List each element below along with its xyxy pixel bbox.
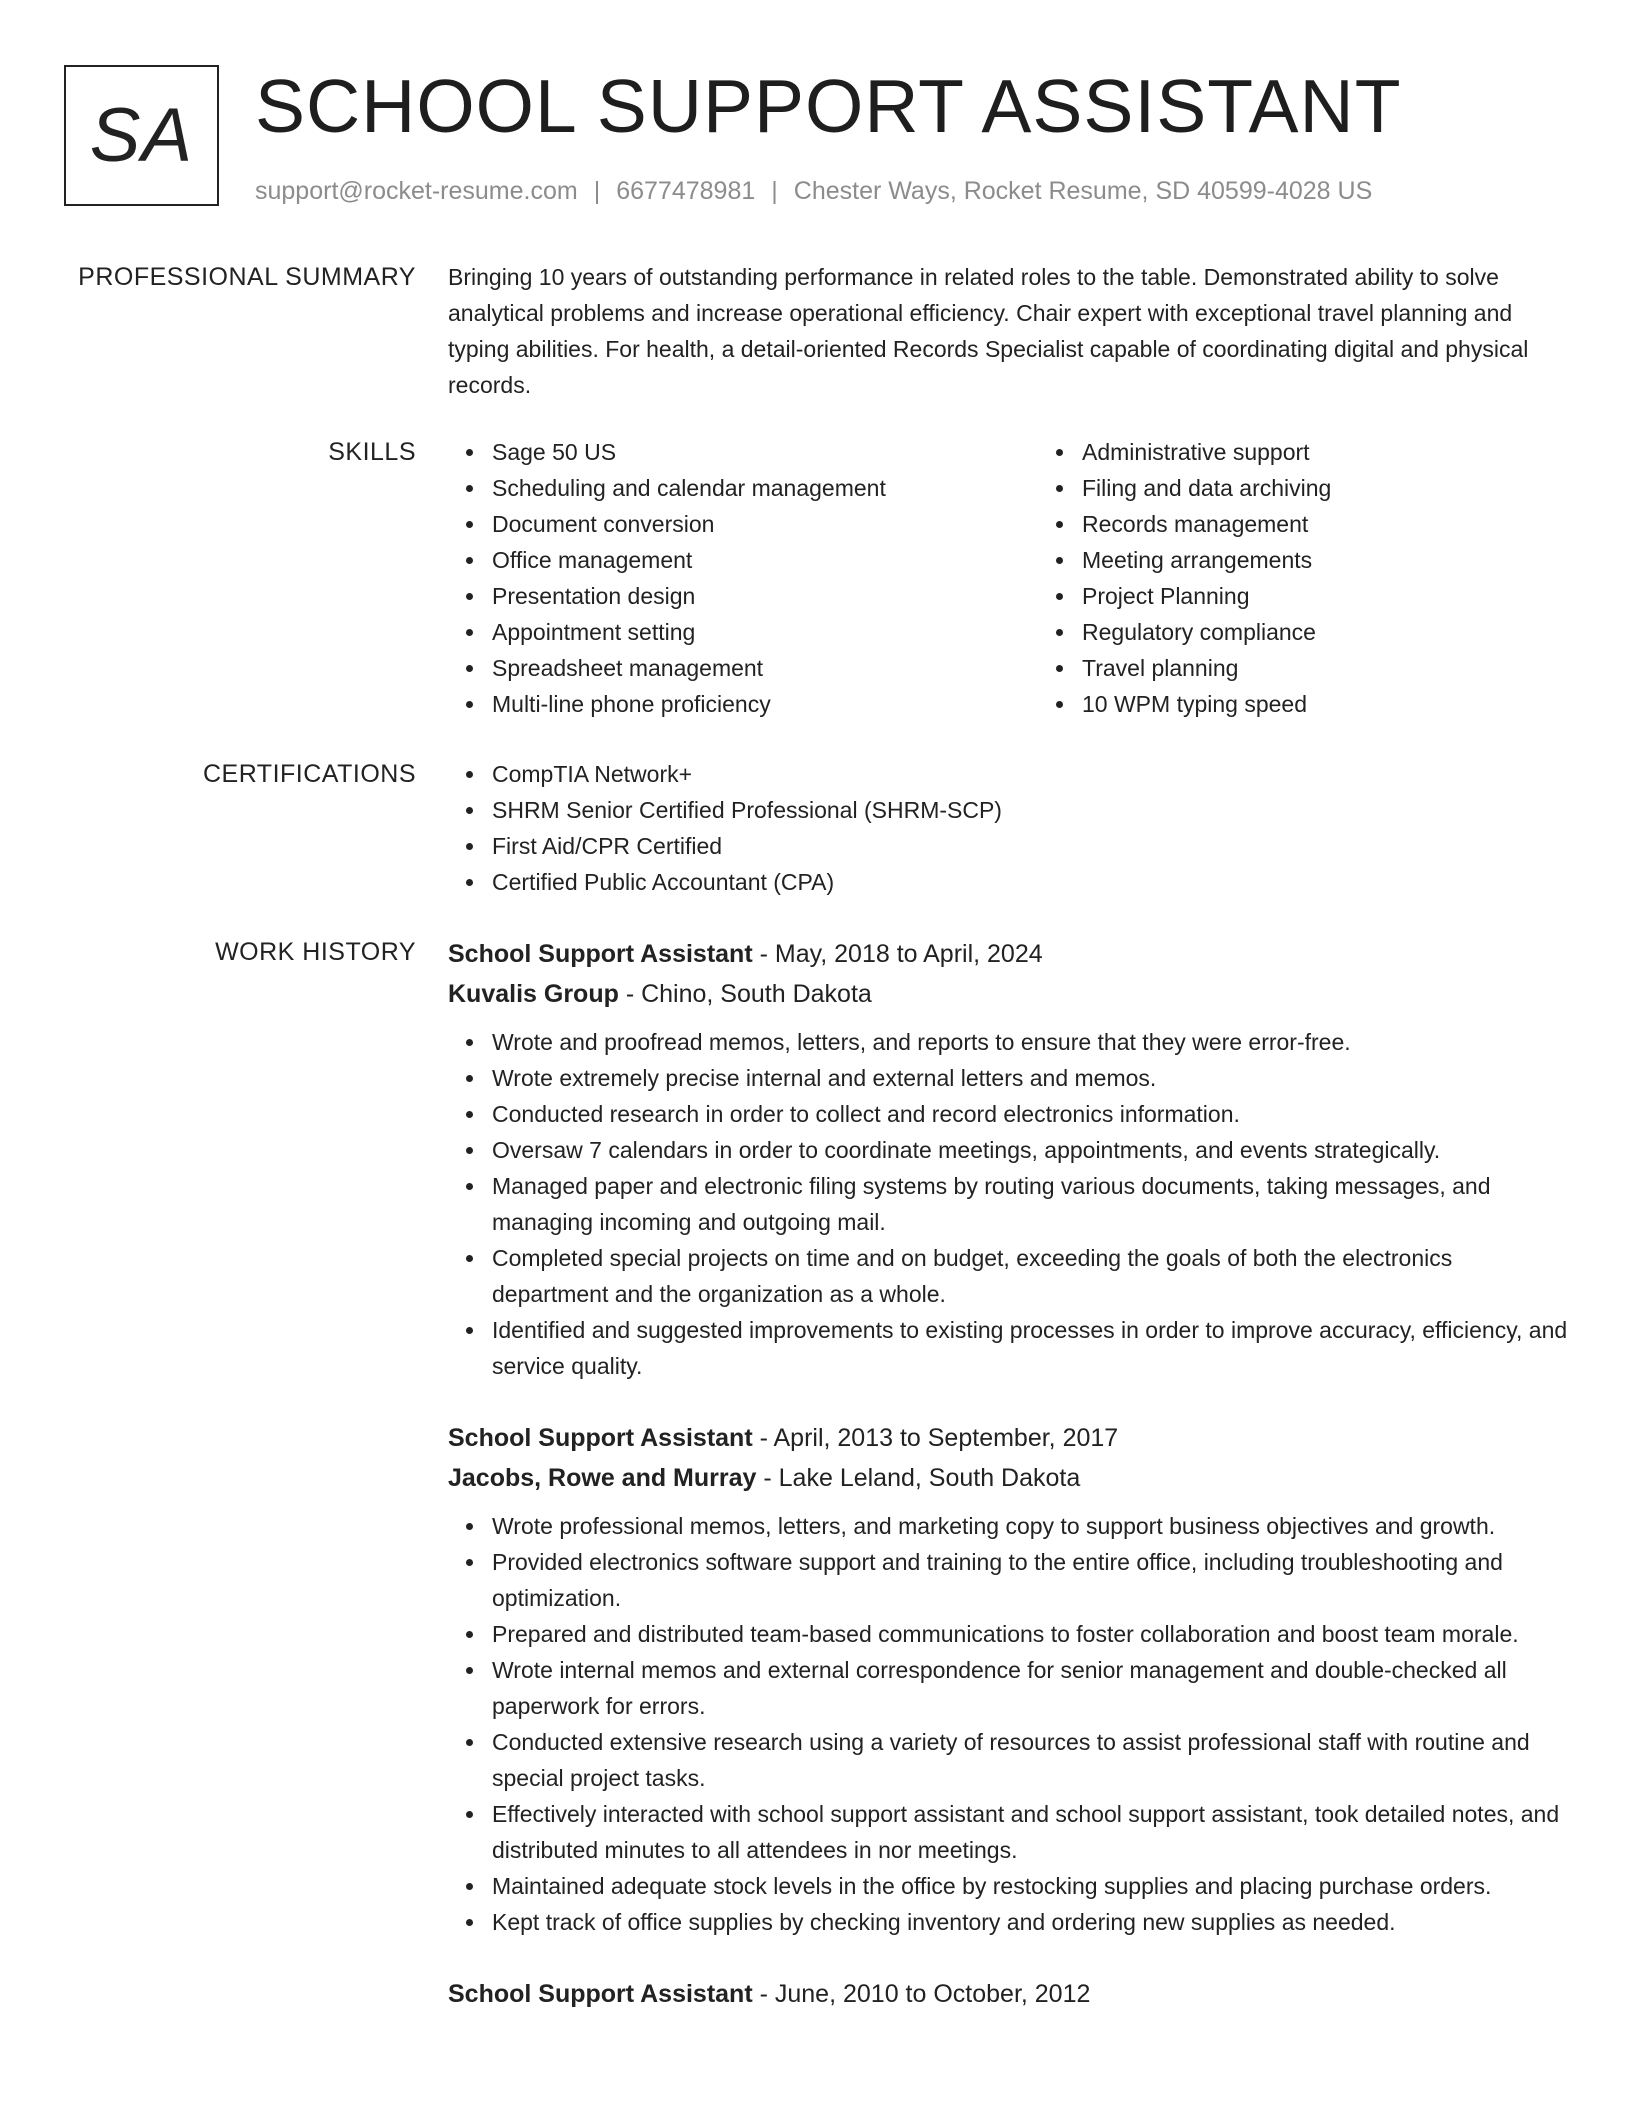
job-bullet: Identified and suggested improvements to existing processes in order to improve accuracy, efficiency, and service quality. [492, 1312, 1572, 1384]
section-title: CERTIFICATIONS [202, 760, 416, 788]
job-title-line: School Support Assistant - June, 2010 to October, 2012 [448, 1980, 1091, 2008]
skill-item: Meeting arrangements [1082, 542, 1628, 578]
certifications-list [448, 756, 1628, 900]
resume-header [64, 65, 1564, 210]
job-location: Chino, South Dakota [641, 980, 872, 1008]
job-company-line: Jacobs, Rowe and Murray - Lake Leland, South Dakota [448, 1464, 1081, 1492]
skill-item: Spreadsheet management [492, 650, 1038, 686]
section-title: SKILLS [328, 438, 416, 466]
skill-item: Records management [1082, 506, 1628, 542]
skill-item: 10 WPM typing speed [1082, 686, 1628, 722]
skills-grid [448, 434, 1628, 722]
skill-item: Office management [492, 542, 1038, 578]
certification-item: SHRM Senior Certified Professional (SHRM-SCP) [492, 792, 1628, 828]
job-dates: May, 2018 to April, 2024 [774, 940, 1043, 968]
job-company: Jacobs, Rowe and Murray [448, 1464, 757, 1492]
job-bullet: Provided electronics software support and training to the entire office, including troubleshooting and optimization. [492, 1544, 1572, 1616]
skill-item: Project Planning [1082, 578, 1628, 614]
contact-separator: | [771, 177, 778, 205]
skill-item: Filing and data archiving [1082, 470, 1628, 506]
job-company-line: Kuvalis Group - Chino, South Dakota [448, 980, 872, 1008]
job-entry [448, 934, 1628, 1384]
contact-line [255, 175, 1372, 208]
monogram-badge: SA [64, 65, 219, 206]
contact-address: Chester Ways, Rocket Resume, SD 40599-4028 US [793, 177, 1373, 205]
job-bullets [448, 1508, 1572, 1940]
skills-column-1 [448, 434, 1038, 722]
certification-item: First Aid/CPR Certified [492, 828, 1628, 864]
contact-email[interactable]: support@rocket-resume.com [255, 177, 578, 205]
job-bullet: Wrote and proofread memos, letters, and reports to ensure that they were error-free. [492, 1024, 1572, 1060]
section-title: WORK HISTORY [215, 938, 416, 966]
job-dates: June, 2010 to October, 2012 [774, 1980, 1091, 2008]
section-title: PROFESSIONAL SUMMARY [78, 263, 416, 291]
skill-item: Regulatory compliance [1082, 614, 1628, 650]
summary-text: Bringing 10 years of outstanding performance in related roles to the table. Demonstrated ability to solve analytical problems and increase operational efficiency. Chair expert with exceptional travel planning and typing abilities. For health, a detail-oriented Records Specialist capable of coordinating digital and physical records. [448, 264, 1529, 398]
job-bullet: Managed paper and electronic filing systems by routing various documents, taking messages, and managing incoming and outgoing mail. [492, 1168, 1572, 1240]
job-bullet: Oversaw 7 calendars in order to coordinate meetings, appointments, and events strategically. [492, 1132, 1572, 1168]
skill-item: Document conversion [492, 506, 1038, 542]
job-role: School Support Assistant [448, 940, 753, 968]
skill-item: Travel planning [1082, 650, 1628, 686]
skill-item: Appointment setting [492, 614, 1038, 650]
job-bullet: Wrote professional memos, letters, and marketing copy to support business objectives and growth. [492, 1508, 1572, 1544]
job-role: School Support Assistant [448, 1424, 753, 1452]
job-title-line: School Support Assistant - May, 2018 to April, 2024 [448, 940, 1043, 968]
skill-item: Administrative support [1082, 434, 1628, 470]
skill-item: Presentation design [492, 578, 1038, 614]
job-role: School Support Assistant [448, 1980, 753, 2008]
contact-separator: | [593, 177, 601, 205]
skills-column-2 [1038, 434, 1628, 722]
job-title-line: School Support Assistant - April, 2013 to September, 2017 [448, 1424, 1119, 1452]
job-location: Lake Leland, South Dakota [778, 1464, 1081, 1492]
resume-name: SCHOOL SUPPORT ASSISTANT [255, 64, 1402, 148]
job-bullet: Prepared and distributed team-based communications to foster collaboration and boost team morale. [492, 1616, 1572, 1652]
certification-item: Certified Public Accountant (CPA) [492, 864, 1628, 900]
job-bullet: Completed special projects on time and on budget, exceeding the goals of both the electronics department and the organization as a whole. [492, 1240, 1572, 1312]
job-bullet: Effectively interacted with school support assistant and school support assistant, took detailed notes, and distributed minutes to all attendees in nor meetings. [492, 1796, 1572, 1868]
skill-item: Scheduling and calendar management [492, 470, 1038, 506]
job-bullets [448, 1024, 1572, 1384]
job-bullet: Wrote internal memos and external correspondence for senior management and double-checked all paperwork for errors. [492, 1652, 1572, 1724]
job-bullet: Kept track of office supplies by checking inventory and ordering new supplies as needed. [492, 1904, 1572, 1940]
job-entry [448, 1974, 1628, 2014]
certification-item: CompTIA Network+ [492, 756, 1628, 792]
job-dates: April, 2013 to September, 2017 [773, 1424, 1119, 1452]
skill-item: Sage 50 US [492, 434, 1038, 470]
job-bullet: Wrote extremely precise internal and external letters and memos. [492, 1060, 1572, 1096]
skill-item: Multi-line phone proficiency [492, 686, 1038, 722]
job-bullet: Maintained adequate stock levels in the office by restocking supplies and placing purchase orders. [492, 1868, 1572, 1904]
contact-phone[interactable]: 6677478981 [616, 177, 756, 205]
job-bullet: Conducted research in order to collect and record electronics information. [492, 1096, 1572, 1132]
job-company: Kuvalis Group [448, 980, 619, 1008]
job-bullet: Conducted extensive research using a variety of resources to assist professional staff with routine and special project tasks. [492, 1724, 1572, 1796]
job-entry [448, 1418, 1628, 1940]
